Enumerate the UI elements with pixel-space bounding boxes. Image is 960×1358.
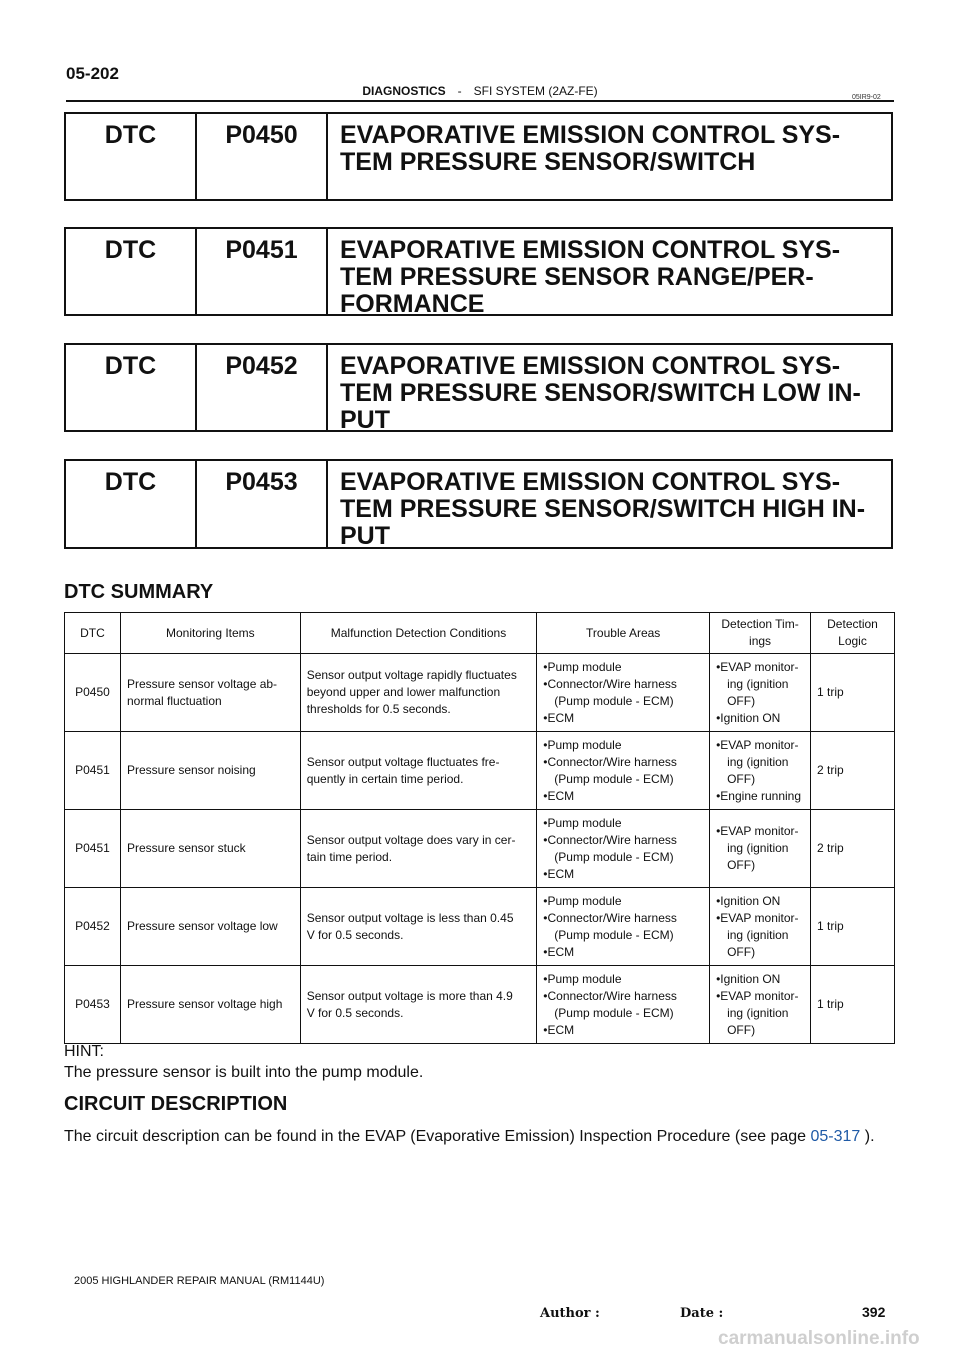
- date-label: Date :: [680, 1306, 724, 1321]
- dtc-title: EVAPORATIVE EMISSION CONTROL SYS- TEM PRESSURE SENSOR RANGE/PER- FORMANCE: [340, 236, 841, 318]
- circuit-description-body: The circuit description can be found in the EVAP (Evaporative Emission) Inspection Procedure (see page: [64, 1128, 807, 1145]
- dtc-title-box: [64, 227, 893, 316]
- dtc-summary-table: [64, 612, 895, 1044]
- list-item: • Ignition ON: [716, 971, 804, 988]
- page-reference-link[interactable]: 05-317: [810, 1128, 861, 1145]
- dtc-code: P0452: [197, 345, 328, 430]
- list-item: • Ignition ON: [716, 893, 804, 910]
- list-item: • Pump module: [543, 815, 703, 832]
- timings-cell: [710, 732, 811, 810]
- circuit-description-heading: CIRCUIT DESCRIPTION: [64, 1093, 288, 1115]
- table-row: [65, 732, 895, 810]
- dtc-code: P0453: [197, 461, 328, 547]
- column-header: Detection Tim- ings: [710, 613, 811, 654]
- header-rule: [66, 100, 894, 102]
- list-item: • ECM: [543, 788, 703, 805]
- list-item: • Pump module: [543, 893, 703, 910]
- list-item: • Ignition ON: [716, 710, 804, 727]
- list-item: • Connector/Wire harness (Pump module - ECM): [543, 910, 703, 944]
- circuit-description-end: ).: [864, 1128, 875, 1145]
- list-item: • Connector/Wire harness (Pump module - ECM): [543, 832, 703, 866]
- timings-cell: [710, 654, 811, 732]
- timings-cell: [710, 810, 811, 888]
- dtc-cell: P0450: [65, 654, 121, 732]
- dtc-label: DTC: [66, 461, 197, 547]
- condition-cell: Sensor output voltage is more than 4.9 V for 0.5 seconds.: [300, 966, 537, 1044]
- dtc-label: DTC: [66, 114, 197, 199]
- list-item: • Pump module: [543, 659, 703, 676]
- condition-cell: Sensor output voltage does vary in cer- tain time period.: [300, 810, 537, 888]
- list-item: • EVAP monitor- ing (ignition OFF): [716, 737, 804, 788]
- summary-heading: DTC SUMMARY: [64, 581, 214, 603]
- list-item: • EVAP monitor- ing (ignition OFF): [716, 910, 804, 961]
- hint-label: HINT:: [64, 1043, 104, 1060]
- monitoring-item-cell: Pressure sensor voltage high: [120, 966, 300, 1044]
- list-item: • EVAP monitor- ing (ignition OFF): [716, 823, 804, 874]
- table-row: [65, 888, 895, 966]
- author-label: Author :: [540, 1306, 600, 1321]
- logic-cell: 1 trip: [811, 966, 895, 1044]
- trouble-areas-cell: [537, 966, 710, 1044]
- timings-cell: [710, 966, 811, 1044]
- condition-cell: Sensor output voltage is less than 0.45 V for 0.5 seconds.: [300, 888, 537, 966]
- condition-cell: Sensor output voltage rapidly fluctuates beyond upper and lower malfunction thresholds for 0.5 seconds.: [300, 654, 537, 732]
- column-header: Monitoring Items: [120, 613, 300, 654]
- circuit-description-text: [64, 1126, 896, 1148]
- condition-cell: Sensor output voltage fluctuates fre- quently in certain time period.: [300, 732, 537, 810]
- column-header: DTC: [65, 613, 121, 654]
- dtc-code: P0451: [197, 229, 328, 314]
- logic-cell: 2 trip: [811, 732, 895, 810]
- trouble-areas-cell: [537, 810, 710, 888]
- table-row: [65, 654, 895, 732]
- list-item: • EVAP monitor- ing (ignition OFF): [716, 659, 804, 710]
- doc-code: 05IR9-02: [852, 94, 881, 101]
- logic-cell: 1 trip: [811, 888, 895, 966]
- dtc-cell: P0452: [65, 888, 121, 966]
- column-header: Detection Logic: [811, 613, 895, 654]
- subsection-name: SFI SYSTEM (2AZ-FE): [473, 84, 598, 98]
- monitoring-item-cell: Pressure sensor stuck: [120, 810, 300, 888]
- list-item: • ECM: [543, 866, 703, 883]
- trouble-areas-cell: [537, 654, 710, 732]
- list-item: • Pump module: [543, 971, 703, 988]
- manual-footer: 2005 HIGHLANDER REPAIR MANUAL (RM1144U): [74, 1275, 325, 1287]
- list-item: • ECM: [543, 710, 703, 727]
- section-name: DIAGNOSTICS: [362, 84, 446, 98]
- dtc-title-box: [64, 459, 893, 549]
- dtc-label: DTC: [66, 345, 197, 430]
- list-item: • ECM: [543, 944, 703, 961]
- dtc-code: P0450: [197, 114, 328, 199]
- list-item: • Connector/Wire harness (Pump module - ECM): [543, 676, 703, 710]
- page-number: 05-202: [66, 64, 119, 83]
- header-separator: -: [457, 84, 462, 98]
- list-item: • EVAP monitor- ing (ignition OFF): [716, 988, 804, 1039]
- monitoring-item-cell: Pressure sensor voltage ab- normal fluctuation: [120, 654, 300, 732]
- monitoring-item-cell: Pressure sensor voltage low: [120, 888, 300, 966]
- list-item: • ECM: [543, 1022, 703, 1039]
- dtc-cell: P0451: [65, 732, 121, 810]
- running-header: [0, 84, 960, 98]
- dtc-title: EVAPORATIVE EMISSION CONTROL SYS- TEM PRESSURE SENSOR/SWITCH LOW IN- PUT: [340, 352, 861, 434]
- dtc-cell: P0451: [65, 810, 121, 888]
- timings-cell: [710, 888, 811, 966]
- dtc-title: EVAPORATIVE EMISSION CONTROL SYS- TEM PRESSURE SENSOR/SWITCH HIGH IN- PUT: [340, 468, 866, 550]
- dtc-title-box: [64, 343, 893, 432]
- logic-cell: 2 trip: [811, 810, 895, 888]
- dtc-cell: P0453: [65, 966, 121, 1044]
- column-header: Trouble Areas: [537, 613, 710, 654]
- dtc-title: EVAPORATIVE EMISSION CONTROL SYS- TEM PRESSURE SENSOR/SWITCH: [340, 121, 841, 176]
- table-header-row: [65, 613, 895, 654]
- table-row: [65, 810, 895, 888]
- dtc-title-box: [64, 112, 893, 201]
- watermark: carmanualsonline.info: [718, 1328, 920, 1349]
- list-item: • Pump module: [543, 737, 703, 754]
- list-item: • Connector/Wire harness (Pump module - ECM): [543, 988, 703, 1022]
- hint-text: The pressure sensor is built into the pump module.: [64, 1064, 424, 1081]
- column-header: Malfunction Detection Conditions: [300, 613, 537, 654]
- dtc-label: DTC: [66, 229, 197, 314]
- trouble-areas-cell: [537, 888, 710, 966]
- trouble-areas-cell: [537, 732, 710, 810]
- logic-cell: 1 trip: [811, 654, 895, 732]
- list-item: • Engine running: [716, 788, 804, 805]
- table-row: [65, 966, 895, 1044]
- list-item: • Connector/Wire harness (Pump module - ECM): [543, 754, 703, 788]
- monitoring-item-cell: Pressure sensor noising: [120, 732, 300, 810]
- footer-page-number: 392: [862, 1304, 886, 1320]
